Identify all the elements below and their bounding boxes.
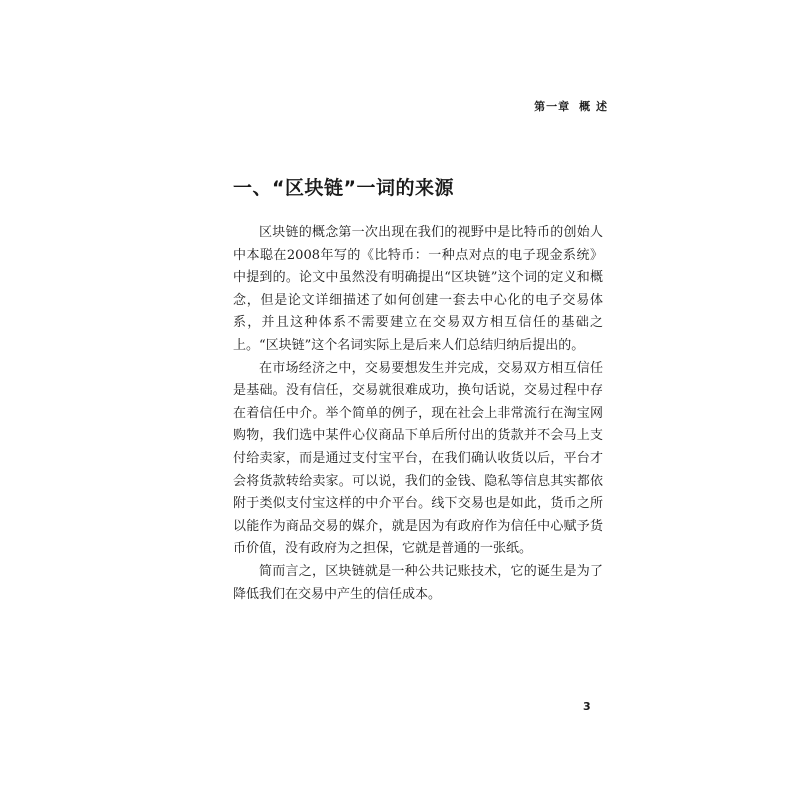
paragraph: 简而言之，区块链就是一种公共记账技术，它的诞生是为了降低我们在交易中产生的信任成本。 (233, 563, 603, 602)
running-header (534, 98, 608, 114)
paragraph: 在市场经济之中，交易要想发生并完成，交易双方相互信任是基础。没有信任，交易就很难成功，换句话说，交易过程中存在着信任中介。举个简单的例子，现在社会上非常流行在淘宝网购物，我们选中某件心仪商品下单后所付出的货款并不会马上支付给卖家，而是通过支付宝平台，在我们确认收货以后，平台才会将货款转给卖家。可以说，我们的金钱、隐私等信息其实都依附于类似支付宝这样的中介平台。线下交易也是如此，货币之所以能作为商品交易的媒介，就是因为有政府作为信任中心赋予货币价值，没有政府为之担保，它就是普通的一张纸。 (233, 360, 603, 557)
body-text (233, 222, 603, 606)
chapter-label: 第一章 (534, 100, 571, 113)
section-title: 一、“区块链”一词的来源 (233, 177, 454, 199)
chapter-title: 概 述 (579, 100, 608, 113)
page-number: 3 (583, 700, 591, 713)
paragraph: 区块链的概念第一次出现在我们的视野中是比特币的创始人中本聪在2008年写的《比特币：一种点对点的电子现金系统》中提到的。论文中虽然没有明确提出“区块链”这个词的定义和概念，但是论文详细描述了如何创建一套去中心化的电子交易体系，并且这种体系不需要建立在交易双方相互信任的基础之上。“区块链”这个名词实际上是后来人们总结归纳后提出的。 (233, 225, 603, 353)
